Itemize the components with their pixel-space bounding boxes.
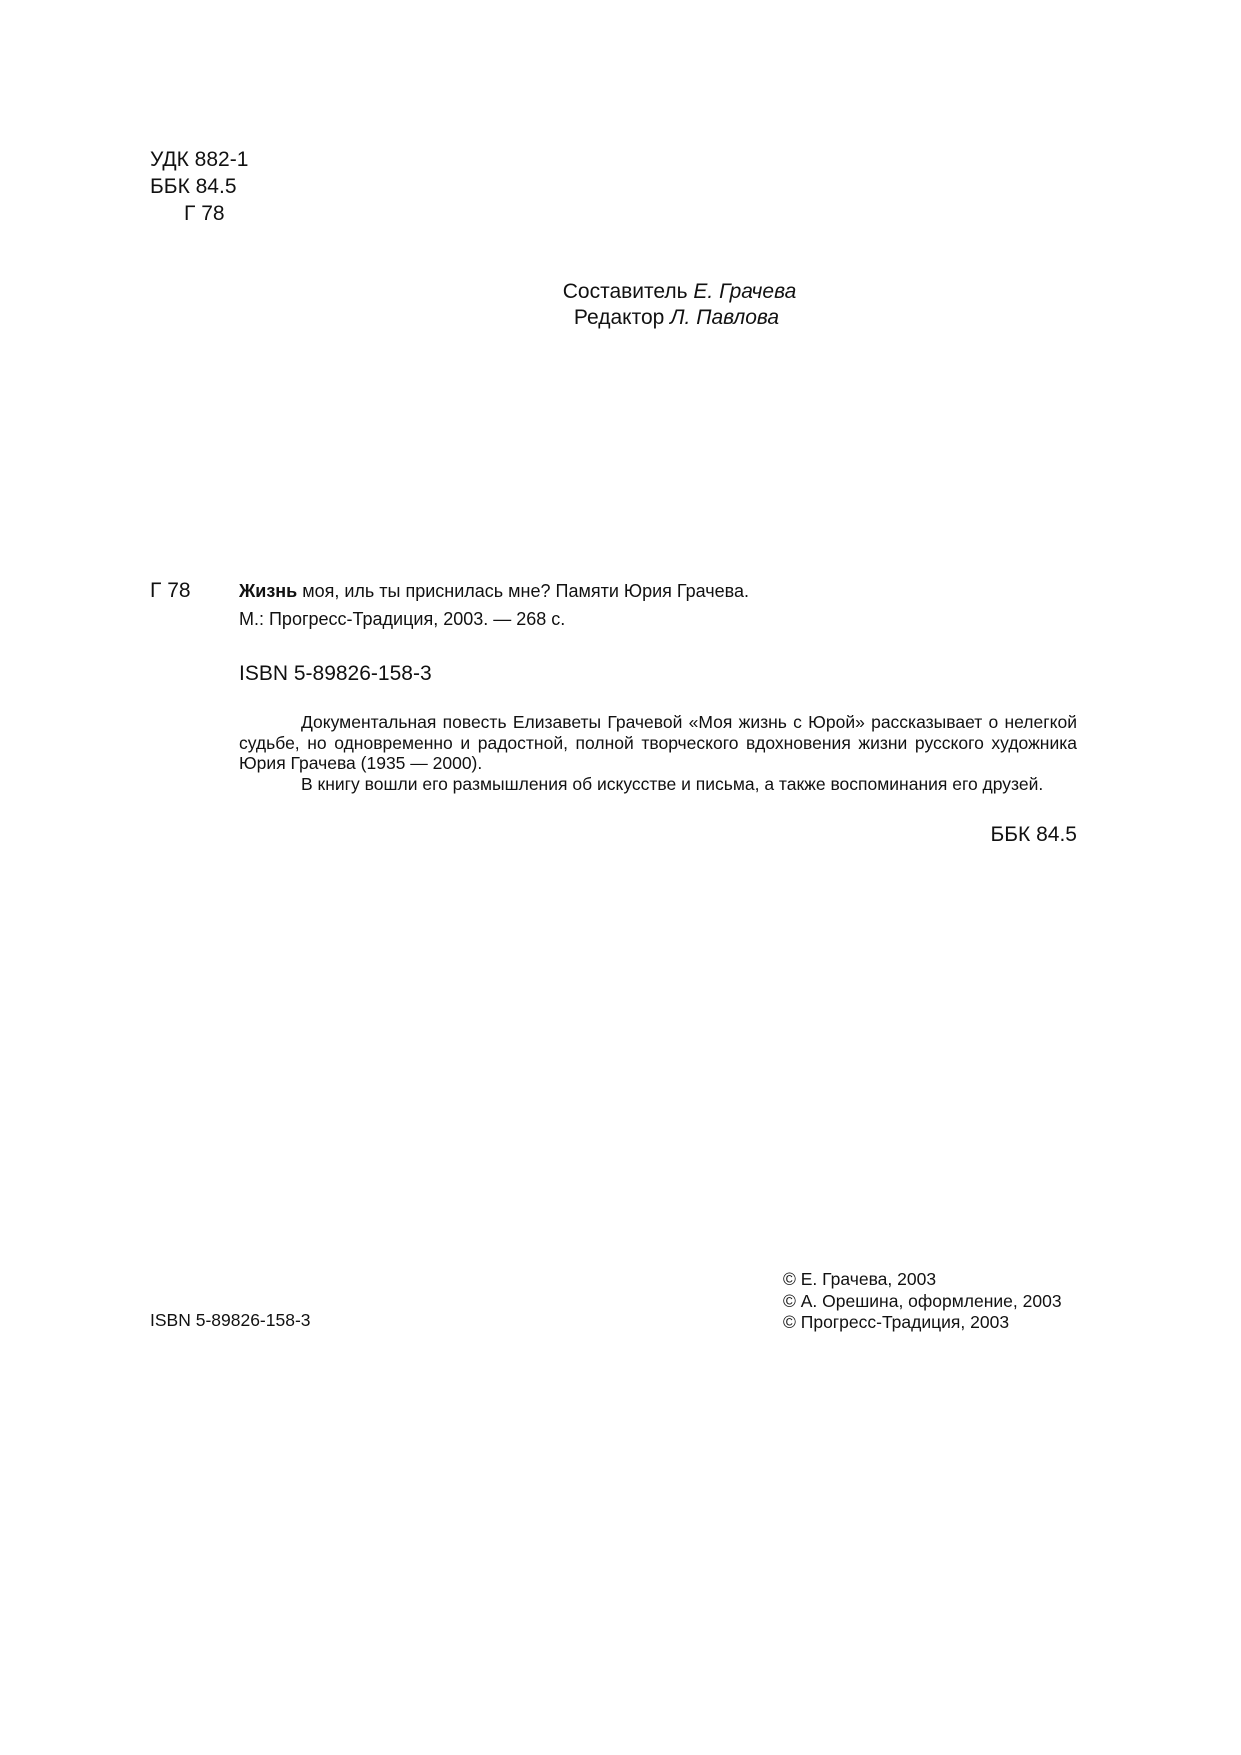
compiler-name: Е. Грачева	[693, 280, 797, 303]
catalog-bbk: ББК 84.5	[990, 823, 1077, 846]
copyright-line: © Прогресс-Традиция, 2003	[783, 1312, 1010, 1332]
catalog-title-rest: моя, иль ты приснилась мне? Памяти Юрия Грачева.	[297, 581, 750, 601]
author-mark: Г 78	[184, 202, 225, 225]
classification-codes	[150, 146, 248, 227]
copyright-line: © Е. Грачева, 2003	[783, 1269, 937, 1289]
catalog-code: Г 78	[150, 579, 191, 602]
catalog-title-lead: Жизнь	[239, 581, 298, 601]
bbk-code: ББК 84.5	[150, 175, 237, 198]
udk-code: УДК 882-1	[150, 148, 249, 171]
catalog-title	[239, 581, 749, 602]
copyright-line: © А. Орешина, оформление, 2003	[783, 1290, 1062, 1311]
credits	[0, 279, 1241, 331]
abstract-paragraph: Документальная повесть Елизаветы Грачевой «Моя жизнь с Юрой» рассказывает о нелегкой судьбе, но одновременно и радостной, полной творческого вдохновения жизни русского художника Юрия Грачева (1935 — 2000).	[239, 712, 1077, 773]
editor-line	[0, 305, 1241, 331]
abstract-paragraph: В книгу вошли его размышления об искусстве и письма, а также воспоминания его друзей.	[301, 773, 1044, 794]
catalog-isbn: ISBN 5-89826-158-3	[239, 662, 432, 685]
editor-role: Редактор	[573, 306, 665, 329]
compiler-line	[0, 279, 1241, 305]
abstract	[239, 712, 1077, 794]
editor-name: Л. Павлова	[670, 306, 780, 329]
footer-isbn: ISBN 5-89826-158-3	[150, 1310, 311, 1330]
copyright-block	[783, 1269, 1062, 1334]
catalog-publication: М.: Прогресс-Традиция, 2003. — 268 с.	[239, 609, 566, 629]
compiler-role: Составитель	[562, 280, 688, 303]
